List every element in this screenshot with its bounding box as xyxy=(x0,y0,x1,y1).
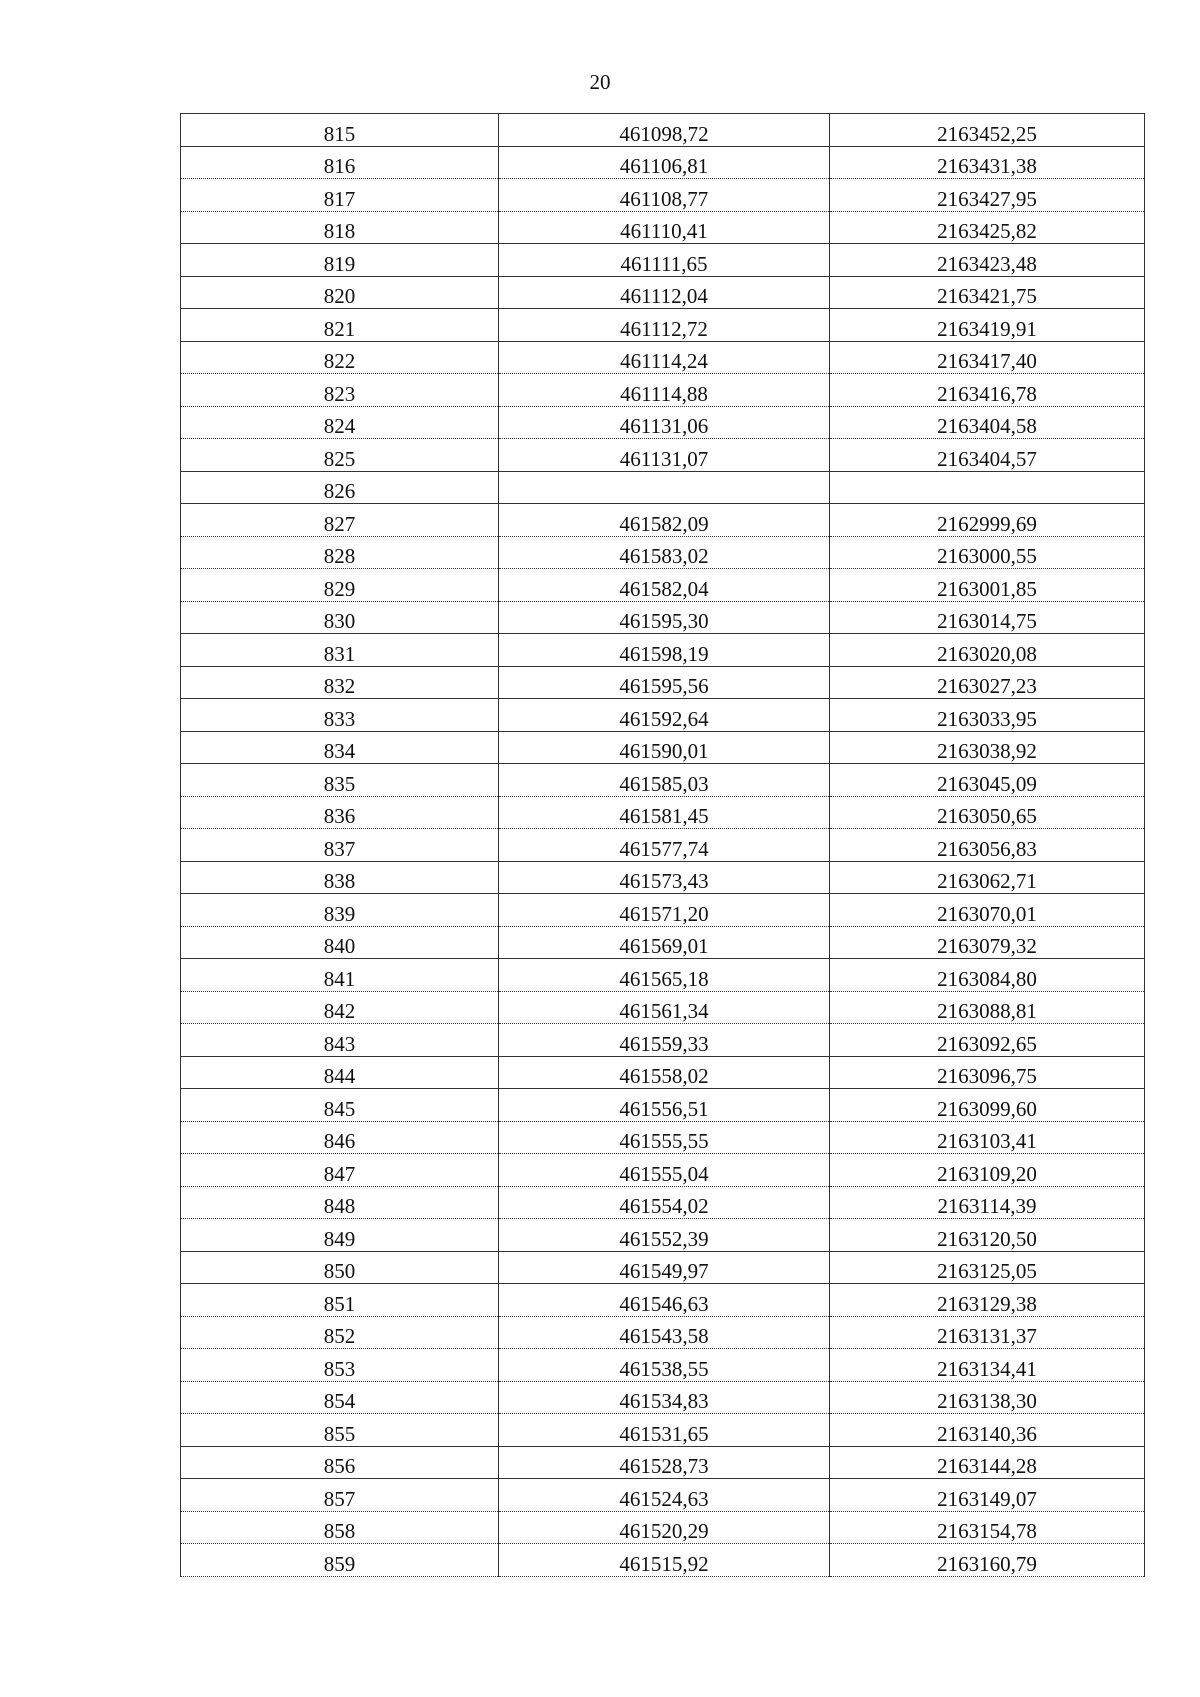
point-number-cell: 840 xyxy=(181,926,499,959)
table-row xyxy=(181,764,1145,797)
x-coordinate-cell: 461571,20 xyxy=(499,894,830,927)
x-coordinate-cell: 461583,02 xyxy=(499,536,830,569)
x-coordinate-cell: 461558,02 xyxy=(499,1056,830,1089)
table-row xyxy=(181,1414,1145,1447)
y-coordinate-cell: 2163088,81 xyxy=(830,991,1145,1024)
table-row xyxy=(181,439,1145,472)
point-number-cell: 831 xyxy=(181,634,499,667)
x-coordinate-cell: 461528,73 xyxy=(499,1446,830,1479)
y-coordinate-cell: 2163014,75 xyxy=(830,601,1145,634)
point-number-cell: 856 xyxy=(181,1446,499,1479)
y-coordinate-cell: 2163050,65 xyxy=(830,796,1145,829)
y-coordinate-cell: 2163038,92 xyxy=(830,731,1145,764)
y-coordinate-cell: 2163079,32 xyxy=(830,926,1145,959)
y-coordinate-cell: 2163109,20 xyxy=(830,1154,1145,1187)
y-coordinate-cell: 2163045,09 xyxy=(830,764,1145,797)
y-coordinate-cell: 2163140,36 xyxy=(830,1414,1145,1447)
y-coordinate-cell xyxy=(830,471,1145,504)
y-coordinate-cell: 2163033,95 xyxy=(830,699,1145,732)
x-coordinate-cell: 461585,03 xyxy=(499,764,830,797)
point-number-cell: 818 xyxy=(181,211,499,244)
table-row xyxy=(181,666,1145,699)
table-row xyxy=(181,1154,1145,1187)
point-number-cell: 851 xyxy=(181,1284,499,1317)
point-number-cell: 837 xyxy=(181,829,499,862)
y-coordinate-cell: 2163125,05 xyxy=(830,1251,1145,1284)
y-coordinate-cell: 2163134,41 xyxy=(830,1349,1145,1382)
table-row xyxy=(181,634,1145,667)
x-coordinate-cell: 461559,33 xyxy=(499,1024,830,1057)
table-row xyxy=(181,829,1145,862)
x-coordinate-cell: 461569,01 xyxy=(499,926,830,959)
x-coordinate-cell: 461556,51 xyxy=(499,1089,830,1122)
x-coordinate-cell: 461098,72 xyxy=(499,114,830,147)
y-coordinate-cell: 2163419,91 xyxy=(830,309,1145,342)
y-coordinate-cell: 2163154,78 xyxy=(830,1511,1145,1544)
x-coordinate-cell: 461543,58 xyxy=(499,1316,830,1349)
x-coordinate-cell: 461131,06 xyxy=(499,406,830,439)
x-coordinate-cell xyxy=(499,471,830,504)
y-coordinate-cell: 2163149,07 xyxy=(830,1479,1145,1512)
x-coordinate-cell: 461581,45 xyxy=(499,796,830,829)
table-row xyxy=(181,309,1145,342)
point-number-cell: 838 xyxy=(181,861,499,894)
table-row xyxy=(181,1284,1145,1317)
point-number-cell: 834 xyxy=(181,731,499,764)
point-number-cell: 836 xyxy=(181,796,499,829)
x-coordinate-cell: 461582,04 xyxy=(499,569,830,602)
x-coordinate-cell: 461573,43 xyxy=(499,861,830,894)
point-number-cell: 835 xyxy=(181,764,499,797)
table-row xyxy=(181,341,1145,374)
y-coordinate-cell: 2163056,83 xyxy=(830,829,1145,862)
y-coordinate-cell: 2163099,60 xyxy=(830,1089,1145,1122)
point-number-cell: 852 xyxy=(181,1316,499,1349)
y-coordinate-cell: 2163417,40 xyxy=(830,341,1145,374)
point-number-cell: 847 xyxy=(181,1154,499,1187)
y-coordinate-cell: 2163027,23 xyxy=(830,666,1145,699)
point-number-cell: 858 xyxy=(181,1511,499,1544)
point-number-cell: 826 xyxy=(181,471,499,504)
table-row xyxy=(181,1381,1145,1414)
point-number-cell: 846 xyxy=(181,1121,499,1154)
point-number-cell: 830 xyxy=(181,601,499,634)
point-number-cell: 821 xyxy=(181,309,499,342)
table-row xyxy=(181,959,1145,992)
y-coordinate-cell: 2163114,39 xyxy=(830,1186,1145,1219)
table-row xyxy=(181,1479,1145,1512)
point-number-cell: 843 xyxy=(181,1024,499,1057)
y-coordinate-cell: 2163020,08 xyxy=(830,634,1145,667)
x-coordinate-cell: 461106,81 xyxy=(499,146,830,179)
x-coordinate-cell: 461555,55 xyxy=(499,1121,830,1154)
x-coordinate-cell: 461582,09 xyxy=(499,504,830,537)
table-row xyxy=(181,991,1145,1024)
y-coordinate-cell: 2163131,37 xyxy=(830,1316,1145,1349)
x-coordinate-cell: 461595,56 xyxy=(499,666,830,699)
x-coordinate-cell: 461549,97 xyxy=(499,1251,830,1284)
point-number-cell: 841 xyxy=(181,959,499,992)
table-row xyxy=(181,926,1145,959)
x-coordinate-cell: 461524,63 xyxy=(499,1479,830,1512)
table-row xyxy=(181,1121,1145,1154)
x-coordinate-cell: 461131,07 xyxy=(499,439,830,472)
x-coordinate-cell: 461561,34 xyxy=(499,991,830,1024)
y-coordinate-cell: 2163084,80 xyxy=(830,959,1145,992)
table-row xyxy=(181,1446,1145,1479)
table-row xyxy=(181,244,1145,277)
point-number-cell: 817 xyxy=(181,179,499,212)
x-coordinate-cell: 461108,77 xyxy=(499,179,830,212)
point-number-cell: 850 xyxy=(181,1251,499,1284)
y-coordinate-cell: 2163129,38 xyxy=(830,1284,1145,1317)
y-coordinate-cell: 2163427,95 xyxy=(830,179,1145,212)
point-number-cell: 827 xyxy=(181,504,499,537)
y-coordinate-cell: 2163103,41 xyxy=(830,1121,1145,1154)
x-coordinate-cell: 461590,01 xyxy=(499,731,830,764)
point-number-cell: 815 xyxy=(181,114,499,147)
y-coordinate-cell: 2163092,65 xyxy=(830,1024,1145,1057)
table-row xyxy=(181,374,1145,407)
point-number-cell: 842 xyxy=(181,991,499,1024)
y-coordinate-cell: 2163423,48 xyxy=(830,244,1145,277)
table-row xyxy=(181,894,1145,927)
x-coordinate-cell: 461112,72 xyxy=(499,309,830,342)
y-coordinate-cell: 2163160,79 xyxy=(830,1544,1145,1577)
x-coordinate-cell: 461531,65 xyxy=(499,1414,830,1447)
table-row xyxy=(181,471,1145,504)
y-coordinate-cell: 2163404,57 xyxy=(830,439,1145,472)
point-number-cell: 855 xyxy=(181,1414,499,1447)
table-row xyxy=(181,601,1145,634)
x-coordinate-cell: 461114,24 xyxy=(499,341,830,374)
x-coordinate-cell: 461515,92 xyxy=(499,1544,830,1577)
table-row xyxy=(181,1186,1145,1219)
x-coordinate-cell: 461110,41 xyxy=(499,211,830,244)
table-row xyxy=(181,1056,1145,1089)
coordinates-table-body xyxy=(181,114,1145,1577)
point-number-cell: 839 xyxy=(181,894,499,927)
x-coordinate-cell: 461592,64 xyxy=(499,699,830,732)
y-coordinate-cell: 2163425,82 xyxy=(830,211,1145,244)
y-coordinate-cell: 2162999,69 xyxy=(830,504,1145,537)
table-row xyxy=(181,1219,1145,1252)
table-row xyxy=(181,504,1145,537)
point-number-cell: 816 xyxy=(181,146,499,179)
table-row xyxy=(181,1024,1145,1057)
x-coordinate-cell: 461546,63 xyxy=(499,1284,830,1317)
x-coordinate-cell: 461520,29 xyxy=(499,1511,830,1544)
point-number-cell: 853 xyxy=(181,1349,499,1382)
table-row xyxy=(181,1316,1145,1349)
point-number-cell: 824 xyxy=(181,406,499,439)
point-number-cell: 825 xyxy=(181,439,499,472)
y-coordinate-cell: 2163096,75 xyxy=(830,1056,1145,1089)
table-row xyxy=(181,699,1145,732)
table-row xyxy=(181,179,1145,212)
point-number-cell: 849 xyxy=(181,1219,499,1252)
table-row xyxy=(181,796,1145,829)
page-number: 20 xyxy=(589,70,611,94)
y-coordinate-cell: 2163416,78 xyxy=(830,374,1145,407)
point-number-cell: 822 xyxy=(181,341,499,374)
point-number-cell: 828 xyxy=(181,536,499,569)
x-coordinate-cell: 461534,83 xyxy=(499,1381,830,1414)
point-number-cell: 833 xyxy=(181,699,499,732)
table-row xyxy=(181,276,1145,309)
x-coordinate-cell: 461565,18 xyxy=(499,959,830,992)
y-coordinate-cell: 2163144,28 xyxy=(830,1446,1145,1479)
point-number-cell: 823 xyxy=(181,374,499,407)
y-coordinate-cell: 2163120,50 xyxy=(830,1219,1145,1252)
table-row xyxy=(181,1349,1145,1382)
x-coordinate-cell: 461111,65 xyxy=(499,244,830,277)
table-row xyxy=(181,569,1145,602)
table-row xyxy=(181,211,1145,244)
point-number-cell: 854 xyxy=(181,1381,499,1414)
table-row xyxy=(181,1511,1145,1544)
table-row xyxy=(181,1251,1145,1284)
x-coordinate-cell: 461554,02 xyxy=(499,1186,830,1219)
point-number-cell: 820 xyxy=(181,276,499,309)
x-coordinate-cell: 461114,88 xyxy=(499,374,830,407)
y-coordinate-cell: 2163001,85 xyxy=(830,569,1145,602)
coordinates-table xyxy=(180,113,1145,1577)
point-number-cell: 857 xyxy=(181,1479,499,1512)
y-coordinate-cell: 2163138,30 xyxy=(830,1381,1145,1414)
y-coordinate-cell: 2163062,71 xyxy=(830,861,1145,894)
y-coordinate-cell: 2163452,25 xyxy=(830,114,1145,147)
y-coordinate-cell: 2163070,01 xyxy=(830,894,1145,927)
x-coordinate-cell: 461595,30 xyxy=(499,601,830,634)
point-number-cell: 845 xyxy=(181,1089,499,1122)
point-number-cell: 848 xyxy=(181,1186,499,1219)
x-coordinate-cell: 461577,74 xyxy=(499,829,830,862)
table-row xyxy=(181,861,1145,894)
table-row xyxy=(181,114,1145,147)
table-row xyxy=(181,146,1145,179)
point-number-cell: 829 xyxy=(181,569,499,602)
table-row xyxy=(181,731,1145,764)
x-coordinate-cell: 461598,19 xyxy=(499,634,830,667)
x-coordinate-cell: 461555,04 xyxy=(499,1154,830,1187)
point-number-cell: 844 xyxy=(181,1056,499,1089)
y-coordinate-cell: 2163404,58 xyxy=(830,406,1145,439)
x-coordinate-cell: 461112,04 xyxy=(499,276,830,309)
x-coordinate-cell: 461538,55 xyxy=(499,1349,830,1382)
point-number-cell: 832 xyxy=(181,666,499,699)
table-row xyxy=(181,406,1145,439)
table-row xyxy=(181,536,1145,569)
y-coordinate-cell: 2163000,55 xyxy=(830,536,1145,569)
y-coordinate-cell: 2163421,75 xyxy=(830,276,1145,309)
y-coordinate-cell: 2163431,38 xyxy=(830,146,1145,179)
point-number-cell: 819 xyxy=(181,244,499,277)
point-number-cell: 859 xyxy=(181,1544,499,1577)
table-row xyxy=(181,1544,1145,1577)
x-coordinate-cell: 461552,39 xyxy=(499,1219,830,1252)
table-row xyxy=(181,1089,1145,1122)
